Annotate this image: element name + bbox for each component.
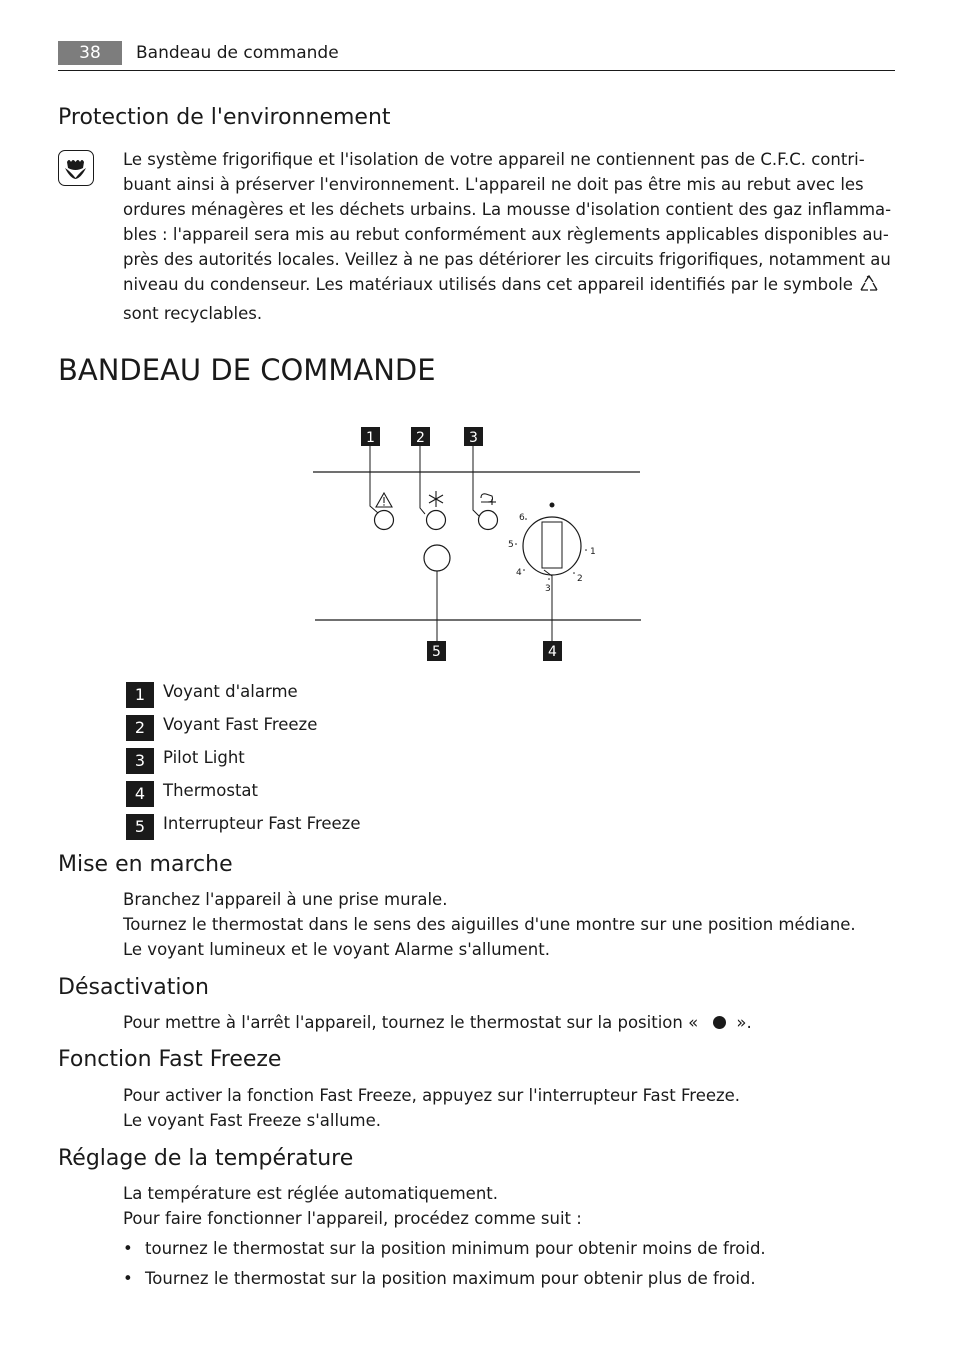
- list-item: [123, 1236, 766, 1261]
- reglage-text: [123, 1181, 895, 1231]
- legend-number: 4: [126, 781, 154, 807]
- header-rule: [58, 70, 895, 71]
- callout-5-label: 5: [432, 644, 441, 660]
- callout-4: [543, 641, 562, 661]
- list-item: [123, 1266, 756, 1291]
- desactivation-text: [123, 1010, 895, 1035]
- fast-freeze-switch: [424, 545, 450, 571]
- environment-line: buant ainsi à préserver l'environnement. L'appareil ne doit pas être mis au rebut avec les: [123, 175, 864, 194]
- reglage-line: La température est réglée automatiquement.: [123, 1184, 498, 1203]
- legend-number: 2: [126, 715, 154, 741]
- environment-text: [123, 147, 895, 326]
- page-number: 38: [58, 41, 122, 65]
- fast-freeze-text: [123, 1083, 895, 1133]
- legend-label: Interrupteur Fast Freeze: [163, 814, 361, 833]
- snowflake-icon: [429, 491, 443, 507]
- callout-2: [411, 427, 430, 446]
- leader-1: [370, 446, 378, 513]
- dial-number-5: 5: [508, 540, 514, 550]
- environment-icon: [58, 150, 94, 186]
- leader-3: [473, 446, 479, 516]
- callout-2-label: 2: [416, 430, 425, 446]
- fast-freeze-heading: Fonction Fast Freeze: [58, 1047, 282, 1072]
- desactivation-text-before: Pour mettre à l'arrêt l'appareil, tournez le thermostat sur la position «: [123, 1013, 699, 1032]
- legend-label: Voyant Fast Freeze: [163, 715, 318, 734]
- mise-en-marche-heading: Mise en marche: [58, 852, 233, 877]
- environment-heading: Protection de l'environnement: [58, 105, 391, 130]
- bullet-icon: •: [123, 1269, 133, 1288]
- callout-1-label: 1: [366, 430, 375, 446]
- dial-number-6: 6: [519, 513, 525, 523]
- dial-number-1: 1: [590, 547, 596, 557]
- environment-line: près des autorités locales. Veillez à ne pas détériorer les circuits frigorifiques, notamment au: [123, 250, 891, 269]
- legend-label: Voyant d'alarme: [163, 682, 298, 701]
- bullet-text: Tournez le thermostat sur la position maximum pour obtenir plus de froid.: [145, 1269, 756, 1288]
- dial-number-3: 3: [545, 584, 551, 594]
- desactivation-text-after: ».: [736, 1013, 752, 1032]
- leader-2: [420, 446, 425, 514]
- callout-3: [464, 427, 483, 446]
- leader-4: [544, 570, 552, 641]
- recycle-icon: [858, 274, 880, 301]
- dial-number-4: 4: [516, 568, 522, 578]
- callout-1: [361, 427, 380, 446]
- callout-4-label: 4: [548, 644, 557, 660]
- environment-line: Le système frigorifique et l'isolation de votre appareil ne contiennent pas de C.F.C. contri-: [123, 150, 865, 169]
- fast-freeze-line: Le voyant Fast Freeze s'allume.: [123, 1111, 382, 1130]
- pilot-light: [479, 511, 498, 530]
- dial-number-2: 2: [577, 574, 583, 584]
- control-panel-diagram: [300, 420, 660, 670]
- legend-number: 5: [126, 814, 154, 840]
- callout-3-label: 3: [469, 430, 478, 446]
- reglage-line: Pour faire fonctionner l'appareil, procédez comme suit :: [123, 1209, 582, 1228]
- legend-number: 3: [126, 748, 154, 774]
- dial-off-dot: [550, 503, 555, 508]
- environment-line: niveau du condenseur. Les matériaux utilisés dans cet appareil identifiés par le symbole: [123, 275, 853, 294]
- environment-line-with-symbol: [123, 272, 895, 301]
- plug-icon: [481, 494, 496, 505]
- environment-line: bles : l'appareil sera mis au rebut conformément aux règlements applicables disponibles au-: [123, 225, 889, 244]
- mise-en-marche-line: Tournez le thermostat dans le sens des aiguilles d'une montre sur une position médiane.: [123, 915, 856, 934]
- thermostat-knob: [542, 522, 562, 568]
- mise-en-marche-line: Le voyant lumineux et le voyant Alarme s'allument.: [123, 940, 550, 959]
- desactivation-heading: Désactivation: [58, 975, 209, 1000]
- bullet-text: tournez le thermostat sur la position minimum pour obtenir moins de froid.: [145, 1239, 766, 1258]
- warning-icon: [376, 493, 392, 507]
- section-title: BANDEAU DE COMMANDE: [58, 353, 436, 387]
- environment-line: ordures ménagères et les déchets urbains. La mousse d'isolation contient des gaz inflamma-: [123, 200, 892, 219]
- running-title: Bandeau de commande: [136, 43, 339, 63]
- legend-label: Pilot Light: [163, 748, 245, 767]
- mise-en-marche-line: Branchez l'appareil à une prise murale.: [123, 890, 448, 909]
- alarm-light: [375, 511, 394, 530]
- fast-freeze-light: [427, 511, 446, 530]
- mise-en-marche-text: [123, 887, 895, 962]
- bullet-icon: •: [123, 1239, 133, 1258]
- callout-5: [427, 641, 446, 661]
- legend-number: 1: [126, 682, 154, 708]
- legend-label: Thermostat: [163, 781, 258, 800]
- environment-line: sont recyclables.: [123, 304, 263, 323]
- off-dot-icon: [713, 1016, 726, 1029]
- reglage-heading: Réglage de la température: [58, 1146, 354, 1171]
- fast-freeze-line: Pour activer la fonction Fast Freeze, appuyez sur l'interrupteur Fast Freeze.: [123, 1086, 741, 1105]
